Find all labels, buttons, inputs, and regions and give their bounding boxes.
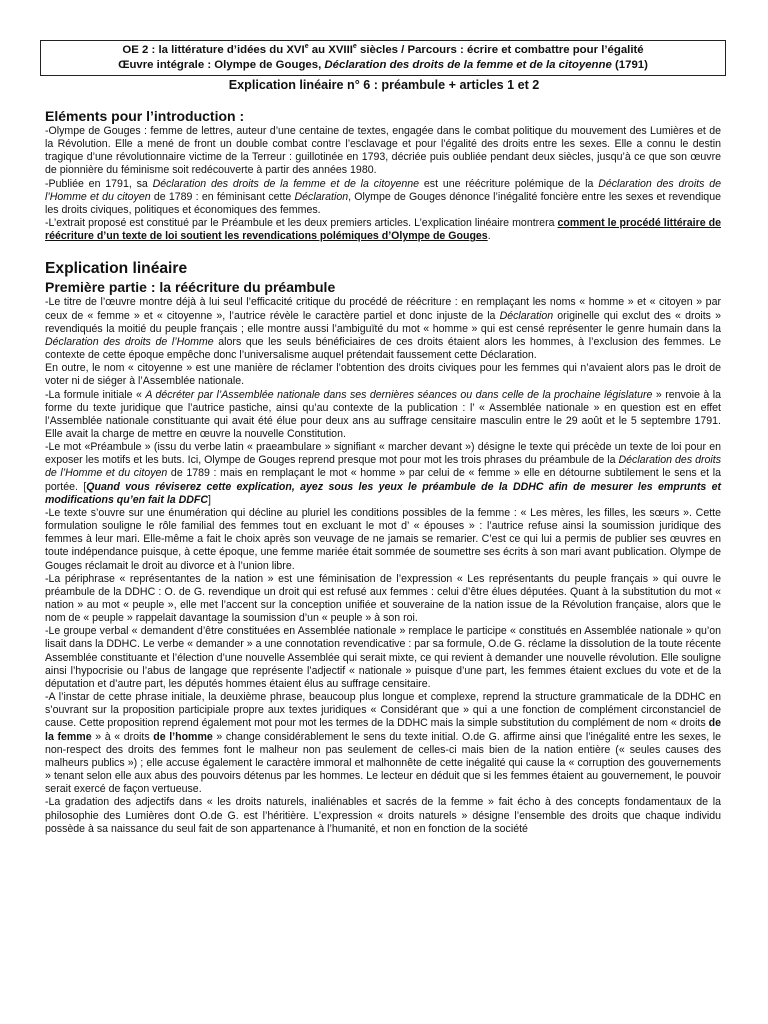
explication-paragraph: -La formule initiale « A décréter par l’Assemblée nationale dans ses dernières séances ou dans celle de la prochaine législature » renvoie à la forme du texte juridique que l’autrice pastiche, ainsi qu’au contexte de la publication : l’ « Assemblée nationale » en question est en effet l’Assemblée nationale constituante qui avait été élue pour deux ans au suffrage censitaire masculin entre le 29 août et le 5 septembre 1791. Elle avait la charge de mettre en œuvre la nouvelle Constitution. bbox=[45, 388, 721, 440]
explication-paragraph: -Le titre de l’œuvre montre déjà à lui seul l’efficacité critique du procédé de réécriture : en remplaçant les noms « homme » et « citoyen » par ceux de « femme » et « citoyenne », l’autrice révèle le caractère partiel et donc injuste de la Déclaration originelle qui exclut des « droits » revendiqués la moitié du peuple français ; elle montre aussi l’ambiguïté du mot « homme » qui est censé représenter le genre humain dans la Déclaration des droits de l’Homme alors que les seuls bénéficiaires de ces droits étaient alors les hommes, à l’exclusion des femmes. Le contexte de cette époque empêche donc l’universalisme auquel prétendait faussement cette Déclaration. bbox=[45, 296, 721, 362]
explication-paragraph: En outre, le nom « citoyenne » est une manière de réclamer l’obtention des droits civiques pour les femmes qui n’avaient alors pas le droit de voter ni de siéger à l’Assemblée nationale. bbox=[45, 362, 721, 388]
header-box bbox=[40, 40, 726, 76]
document-body bbox=[45, 108, 721, 836]
intro-paragraph: -L’extrait proposé est constitué par le Préambule et les deux premiers articles. L’explication linéaire montrera comment le procédé littéraire de réécriture d’un texte de loi soutient les revendications polémiques d’Olympe de Gouges. bbox=[45, 217, 721, 243]
page-subtitle: Explication linéaire n° 6 : préambule + articles 1 et 2 bbox=[228, 78, 540, 92]
problematique: comment le procédé littéraire de réécriture d’un texte de loi soutient les revendications polémiques d’Olympe de Gouges bbox=[45, 217, 721, 243]
explication-heading: Explication linéaire bbox=[45, 260, 188, 278]
explication-paragraph: -Le groupe verbal « demandent d’être constituées en Assemblée nationale » remplace le participe « constitués en Assemblée nationale » qu’on lisait dans la DDHC. Le verbe « demander » a une connotation revendicative : par sa formule, O.de G. réclame la dissolution de la toute récente Assemblée constituante et l’élection d’une nouvelle Assemblée qui serait mixte, ce qui revient à demander une nouvelle révolution. Elle souligne ainsi l’hypocrisie ou l’abus de langage que représente l’adjectif « nationale » puisque d’une part, les femmes étaient exclues du vote et de la députation et d’autre part, les députés hommes étaient élus au suffrage censitaire. bbox=[45, 625, 721, 690]
intro-paragraph: -Publiée en 1791, sa Déclaration des droits de la femme et de la citoyenne est une réécriture polémique de la Déclaration des droits de l’Homme et du citoyen de 1789 : en féminisant cette Déclaration, Olympe de Gouges dénonce l’inégalité foncière entre les sexes et revendique les droits civiques, politiques et économiques des femmes. bbox=[45, 177, 722, 216]
explication-paragraph: -La périphrase « représentantes de la nation » est une féminisation de l’expression « Les représentants du peuple français » qui ouvre le préambule de la DDHC : O. de G. revendique un droit qui est refusé aux femmes : celui d’être élues députées. Quant à la substitution du mot « nation » au mot « peuple », elle met l’accent sur la conception unifiée et souveraine de la nation issue de la Révolution française, alors que le nom de « peuple » rappelait davantage la soumission d’un « peuple » à son roi. bbox=[45, 572, 721, 625]
header-line-1: OE 2 : la littérature d’idées du XVIe au XVIIIe siècles / Parcours : écrire et combattre pour l’égalité bbox=[122, 43, 644, 56]
header-line-2: Œuvre intégrale : Olympe de Gouges, Déclaration des droits de la femme et de la citoyenne (1791) bbox=[118, 59, 648, 71]
intro-heading: Eléments pour l’introduction : bbox=[45, 108, 245, 124]
explication-paragraph: -Le mot «Préambule » (issu du verbe latin « praeambulare » signifiant « marcher devant ») désigne le texte qui précède un texte de loi pour en exposer les motifs et les buts. Ici, Olympe de Gouges reprend presque mot pour mot les trois phrases du préambule de la Déclaration des droits de l’Homme et du citoyen de 1789 : mais en remplaçant le mot « homme » par celui de « femme » elle en détourne subtilement le sens et la portée. [Quand vous réviserez cette explication, ayez sous les yeux le préambule de la DDHC afin de mesurer les emprunts et modifications qu’en fait la DDFC] bbox=[45, 441, 721, 506]
explication-paragraph: -La gradation des adjectifs dans « les droits naturels, inaliénables et sacrés de la femme » fait écho à des concepts fondamentaux de la philosophie des Lumières dont O.de G. est l’héritière. L’expression « droits naturels » désigne l’ensemble des droits que chaque individu possède à sa naissance du seul fait de son appartenance à l’humanité, et non en fonction de la société bbox=[45, 796, 721, 835]
explication-paragraph: -Le texte s’ouvre sur une énumération qui décline au pluriel les conditions possibles de la femme : « Les mères, les filles, les sœurs ». Cette formulation souligne le rôle familial des femmes tout en excluant le mot d’ « épouses » : l’autrice refuse ainsi la soumission juridique des femmes à leur mari. Elle-même a fait le choix après son veuvage de ne jamais se remarier. C’est ce qui lui a permis de publier ses œuvres en toute indépendance puisque, à cette époque, une femme mariée était sommée de soumettre ses écrits à son mari avant publication. Olympe de Gouges réclamait le droit au divorce et à l’union libre. bbox=[45, 506, 721, 572]
intro-paragraph: -Olympe de Gouges : femme de lettres, auteur d’une centaine de textes, engagée dans le combat politique du mouvement des Lumières et de la Révolution. Elle a mené de front un double combat contre l’esclavage et pour l’égalité des droits entre les sexes. Elle a connu le destin tragique d’une révolutionnaire victime de la Terreur : guillotinée en 1793, décriée puis oubliée pendant deux siècles, jusqu’à ce que son œuvre de pionnière du féminisme soit redécouverte à partir des années 1980. bbox=[45, 125, 721, 177]
part-heading: Première partie : la réécriture du préambule bbox=[45, 279, 336, 296]
explication-paragraph: -A l’instar de cette phrase initiale, la deuxième phrase, beaucoup plus longue et complexe, reprend la structure grammaticale de la DDHC en s’ouvrant sur la proposition participiale propre aux textes juridiques « Considérant que » qui a une fonction de complément circonstanciel de cause. Cette proposition reprend également mot pour mot les termes de la DDHC mais la simple substitution du complément de nom « droits de la femme » à « droits de l’homme » change considérablement le sens du texte initial. O.de G. affirme ainsi que l’inégalité entre les sexes, le non-respect des droits des femmes font le malheur non pas seulement de celles-ci mais bien de la nation entière (« seules causes des malheurs publics ») ; elle accuse également le caractère immoral et malhonnête de cette inégalité qui cause la « corruption des gouvernements » tenant selon elle aux abus des pouvoirs détenus par les hommes. Le lecteur en déduit que si les femmes étaient au gouvernement, le pouvoir serait exercé de façon vertueuse. bbox=[45, 691, 722, 796]
